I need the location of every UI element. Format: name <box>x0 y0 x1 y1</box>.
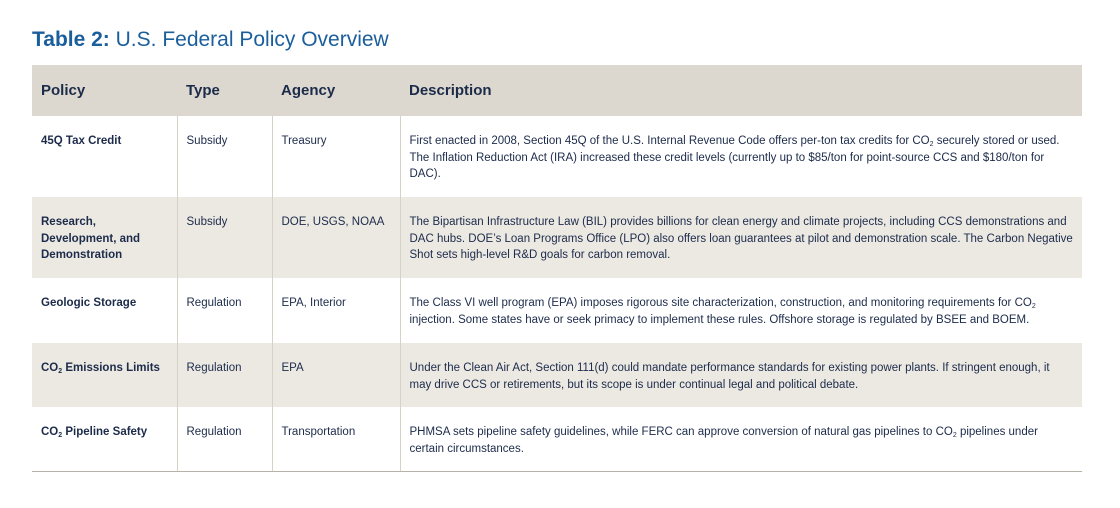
column-header-description: Description <box>400 65 1082 116</box>
policy-cell <box>32 343 177 407</box>
header-row <box>32 65 1082 116</box>
column-header-type: Type <box>177 65 272 116</box>
description-cell: Under the Clean Air Act, Section 111(d) could mandate performance standards for existing power plants. If stringent enough, it may drive CCS or retirements, but its scope is under continual legal and political debate. <box>400 343 1082 407</box>
policy-cell: 45Q Tax Credit <box>41 135 122 147</box>
table-caption: U.S. Federal Policy Overview <box>115 28 389 51</box>
subscript: 2 <box>58 432 63 439</box>
agency-cell: Treasury <box>272 116 400 197</box>
description-text: pipelines under certain circumstances. <box>409 426 1038 455</box>
description-text: securely stored or used. The Inflation Reduction Act (IRA) increased these credit levels (currently up to $85/ton for point-source CCS and $180/ton for DAC). <box>409 135 1060 180</box>
table-row <box>32 278 1082 343</box>
description-cell: The Bipartisan Infrastructure Law (BIL) provides billions for clean energy and climate projects, including CCS demonstrations and DAC hubs. DOE’s Loan Programs Office (LPO) also offers loan guarantees at pilot and demonstration scale. The Carbon Negative Shot sets high-level R&D goals for carbon removal. <box>400 197 1082 278</box>
agency-cell: DOE, USGS, NOAA <box>272 197 400 278</box>
subscript: 2 <box>952 432 957 439</box>
policy-table <box>32 65 1082 472</box>
description-text: PHMSA sets pipeline safety guidelines, while FERC can approve conversion of natural gas pipelines to CO <box>409 426 953 438</box>
type-cell: Subsidy <box>177 116 272 197</box>
table-row <box>32 343 1082 407</box>
table-title <box>32 28 389 52</box>
policy-text: Emissions Limits <box>62 362 160 374</box>
description-text: First enacted in 2008, Section 45Q of the U.S. Internal Revenue Code offers per-ton tax credits for CO <box>409 135 930 147</box>
description-cell <box>400 116 1082 197</box>
table-number: Table 2: <box>32 28 110 51</box>
type-cell: Regulation <box>177 278 272 343</box>
policy-text: CO <box>41 362 59 374</box>
table-row <box>32 197 1082 278</box>
type-cell: Regulation <box>177 343 272 407</box>
policy-cell: Research, Development, and Demonstration <box>32 197 177 278</box>
policy-cell: Geologic Storage <box>41 297 137 309</box>
subscript: 2 <box>1031 303 1036 310</box>
policy-text: Pipeline Safety <box>62 426 148 438</box>
column-header-policy: Policy <box>32 65 177 116</box>
agency-cell: EPA, Interior <box>272 278 400 343</box>
type-cell: Regulation <box>177 407 272 471</box>
policy-text: CO <box>41 426 59 438</box>
table-row <box>32 407 1082 471</box>
subscript: 2 <box>929 141 934 148</box>
description-text: The Class VI well program (EPA) imposes rigorous site characterization, construction, and monitoring requirements for CO <box>409 297 1032 309</box>
column-header-agency: Agency <box>272 65 400 116</box>
subscript: 2 <box>58 368 63 375</box>
description-cell <box>400 278 1082 343</box>
policy-cell <box>32 407 177 471</box>
agency-cell: EPA <box>272 343 400 407</box>
description-text: injection. Some states have or seek primacy to implement these rules. Offshore storage is regulated by BSEE and BOEM. <box>409 313 1030 326</box>
description-cell <box>400 407 1082 471</box>
table-row <box>32 116 1082 197</box>
type-cell: Subsidy <box>177 197 272 278</box>
agency-cell: Transportation <box>272 407 400 471</box>
